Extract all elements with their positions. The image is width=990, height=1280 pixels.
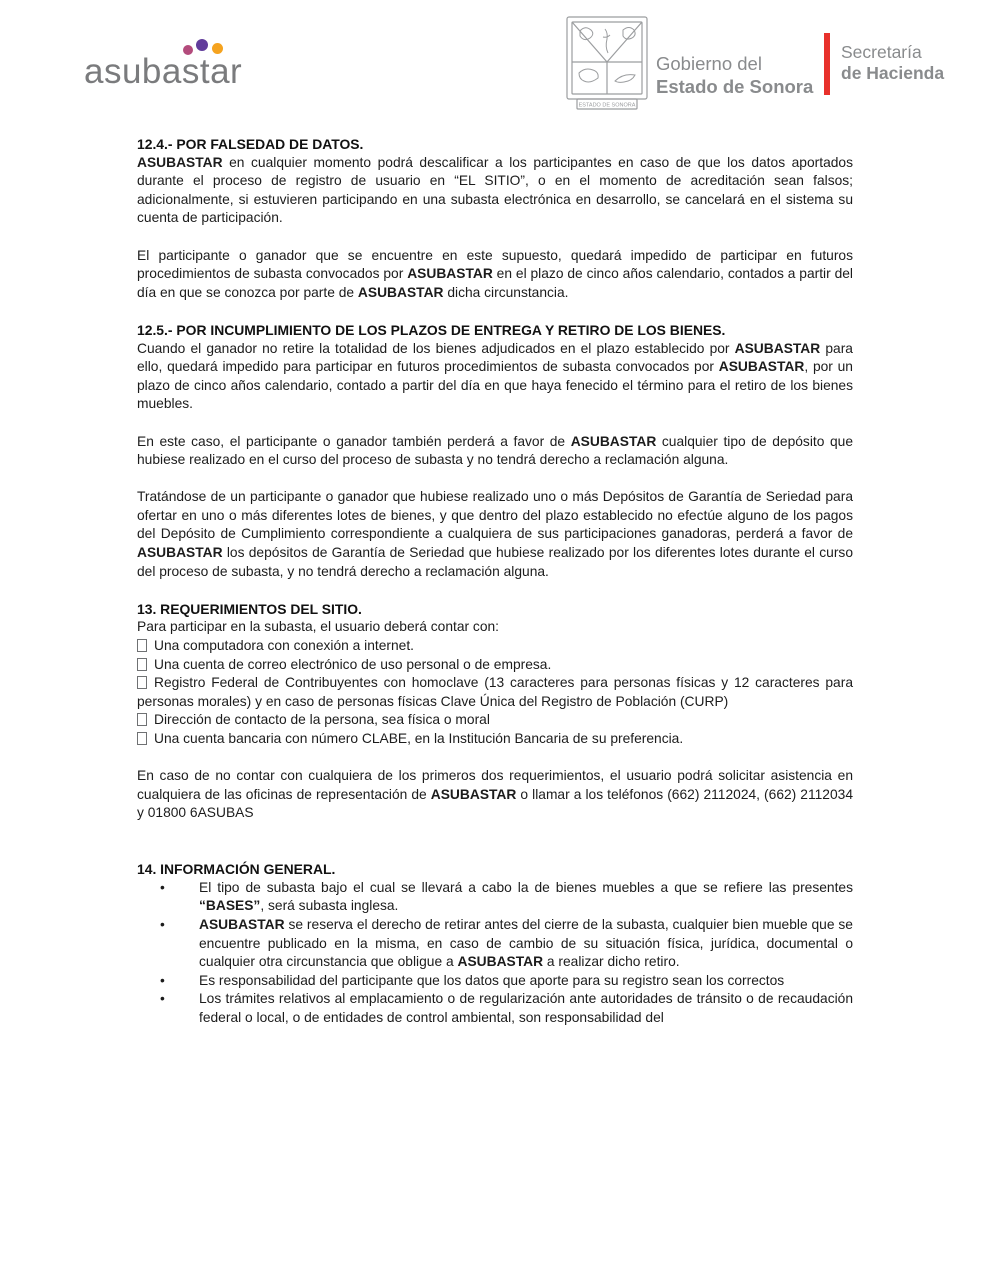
document-body [137, 135, 853, 1028]
checklist-item [137, 674, 853, 711]
list-item [137, 916, 853, 972]
secretaria-hacienda-name [841, 42, 944, 84]
asubastar-wordmark: asubastar [84, 52, 243, 91]
paragraph: ASUBASTAR en cualquier momento podrá descalificar a los participantes en caso de que los datos aportados durante el proceso de registro de usuario en “EL SITIO”, o en el momento de acreditación sean falsos; adicionalmente, si estuvieren participando en una subasta electrónica en desarrollo, se cancelará en el sistema su cuenta de participación. [137, 154, 853, 226]
paragraph: Tratándose de un participante o ganador que hubiese realizado uno o más Depósitos de Garantía de Seriedad para ofertar en uno o más diferentes lotes de bienes, y que dentro del plazo establecido no efectúe alguno de los pagos del Depósito de Cumplimiento correspondiente a cualquiera de sus participaciones ganadoras, perderá a favor de ASUBASTAR los depósitos de Garantía de Seriedad que hubiese realizado por los diferentes lotes durante el curso del proceso de subasta, y no tendrá derecho a reclamación alguna. [137, 489, 853, 579]
government-line2: Estado de Sonora [656, 76, 814, 97]
paragraph: El participante o ganador que se encuentre en este supuesto, quedará impedido de participar en futuros procedimientos de subasta convocados por ASUBASTAR en el plazo de cinco años calendario, contados a partir del día en que se conozca por parte de ASUBASTAR dicha circunstancia. [137, 247, 853, 300]
logo-dot-purple-icon [196, 39, 208, 51]
section-heading-13: 13. REQUERIMIENTOS DEL SITIO. [137, 600, 362, 617]
checklist-item [137, 730, 853, 749]
bullet-icon: • [160, 879, 165, 895]
section-heading-14: 14. INFORMACIÓN GENERAL. [137, 861, 336, 878]
section-13-intro: Para participar en la subasta, el usuario deberá contar con: [137, 619, 499, 635]
paragraph: Cuando el ganador no retire la totalidad de los bienes adjudicados en el plazo establecido por ASUBASTAR para ello, quedará impedido para participar en futuros procedimientos de subasta convocados por ASUBASTAR, por un plazo de cinco años calendario, contado a partir del día en que haya fenecido el término para el retiro de los bienes muebles. [137, 340, 853, 412]
list-item-text: Es responsabilidad del participante que los datos que aporte para su registro sean los correctos [199, 972, 785, 988]
list-item [137, 972, 853, 991]
bullet-list [137, 879, 853, 1028]
checklist-item-text: Dirección de contacto de la persona, sea física o moral [154, 712, 490, 728]
bullet-icon: • [160, 916, 165, 932]
checklist-item [137, 711, 853, 730]
checklist-item-text: Una computadora con conexión a internet. [154, 638, 415, 654]
checklist-item [137, 656, 853, 675]
bullet-icon: • [160, 991, 165, 1007]
government-name [656, 52, 813, 98]
empty-checkbox-icon [137, 676, 147, 689]
checklist-item-text: Una cuenta de correo electrónico de uso personal o de empresa. [154, 656, 552, 672]
red-divider-bar [824, 33, 830, 95]
sonora-coat-of-arms-icon [565, 15, 649, 117]
hacienda-line1: Secretaría [841, 42, 922, 62]
empty-checkbox-icon [137, 658, 147, 671]
shield-caption: ESTADO DE SONORA [578, 102, 636, 109]
list-item [137, 879, 853, 916]
section-heading-12-4: 12.4.- POR FALSEDAD DE DATOS. [137, 136, 364, 152]
checklist-item-text: Registro Federal de Contribuyentes con homoclave (13 caracteres para personas físicas y 12 caracteres para personas morales) y en caso de personas físicas Clave Única del Registro de Población (CURP) [137, 675, 853, 709]
hacienda-line2: de Hacienda [841, 63, 945, 83]
section-heading-12-5: 12.5.- POR INCUMPLIMIENTO DE LOS PLAZOS DE ENTREGA Y RETIRO DE LOS BIENES. [137, 321, 726, 338]
government-line1: Gobierno del [656, 53, 762, 74]
list-item-text: ASUBASTAR se reserva el derecho de retirar antes del cierre de la subasta, cualquier bien mueble que se encuentre publicado en la misma, en caso de cambio de su situación física, jurídica, documental o cualquier otra circunstancia que obligue a ASUBASTAR a realizar dicho retiro. [199, 916, 853, 970]
asubastar-logo [84, 36, 254, 92]
checklist-item-text: Una cuenta bancaria con número CLABE, en la Institución Bancaria de su preferencia. [154, 731, 684, 746]
empty-checkbox-icon [137, 713, 147, 726]
list-item [137, 990, 853, 1027]
paragraph: En este caso, el participante o ganador también perderá a favor de ASUBASTAR cualquier tipo de depósito que hubiese realizado en el curso del proceso de subasta y no tendrá derecho a reclamación alguna. [137, 433, 853, 468]
empty-checkbox-icon [137, 639, 147, 652]
list-item-text: Los trámites relativos al emplacamiento o de regularización ante autoridades de tránsito o de recaudación federal o local, o de entidades de control ambiental, son responsabilidad del [199, 991, 853, 1025]
bullet-icon: • [160, 972, 165, 988]
empty-checkbox-icon [137, 732, 147, 745]
list-item-text: El tipo de subasta bajo el cual se llevará a cabo la de bienes muebles a que se refiere las presentes “BASES”, será subasta inglesa. [199, 879, 853, 914]
checklist-item [137, 637, 853, 656]
paragraph: En caso de no contar con cualquiera de los primeros dos requerimientos, el usuario podrá solicitar asistencia en cualquiera de las oficinas de representación de ASUBASTAR o llamar a los teléfonos (662) 2112024, (662) 2112034 y 01800 6ASUBAS [137, 768, 853, 821]
